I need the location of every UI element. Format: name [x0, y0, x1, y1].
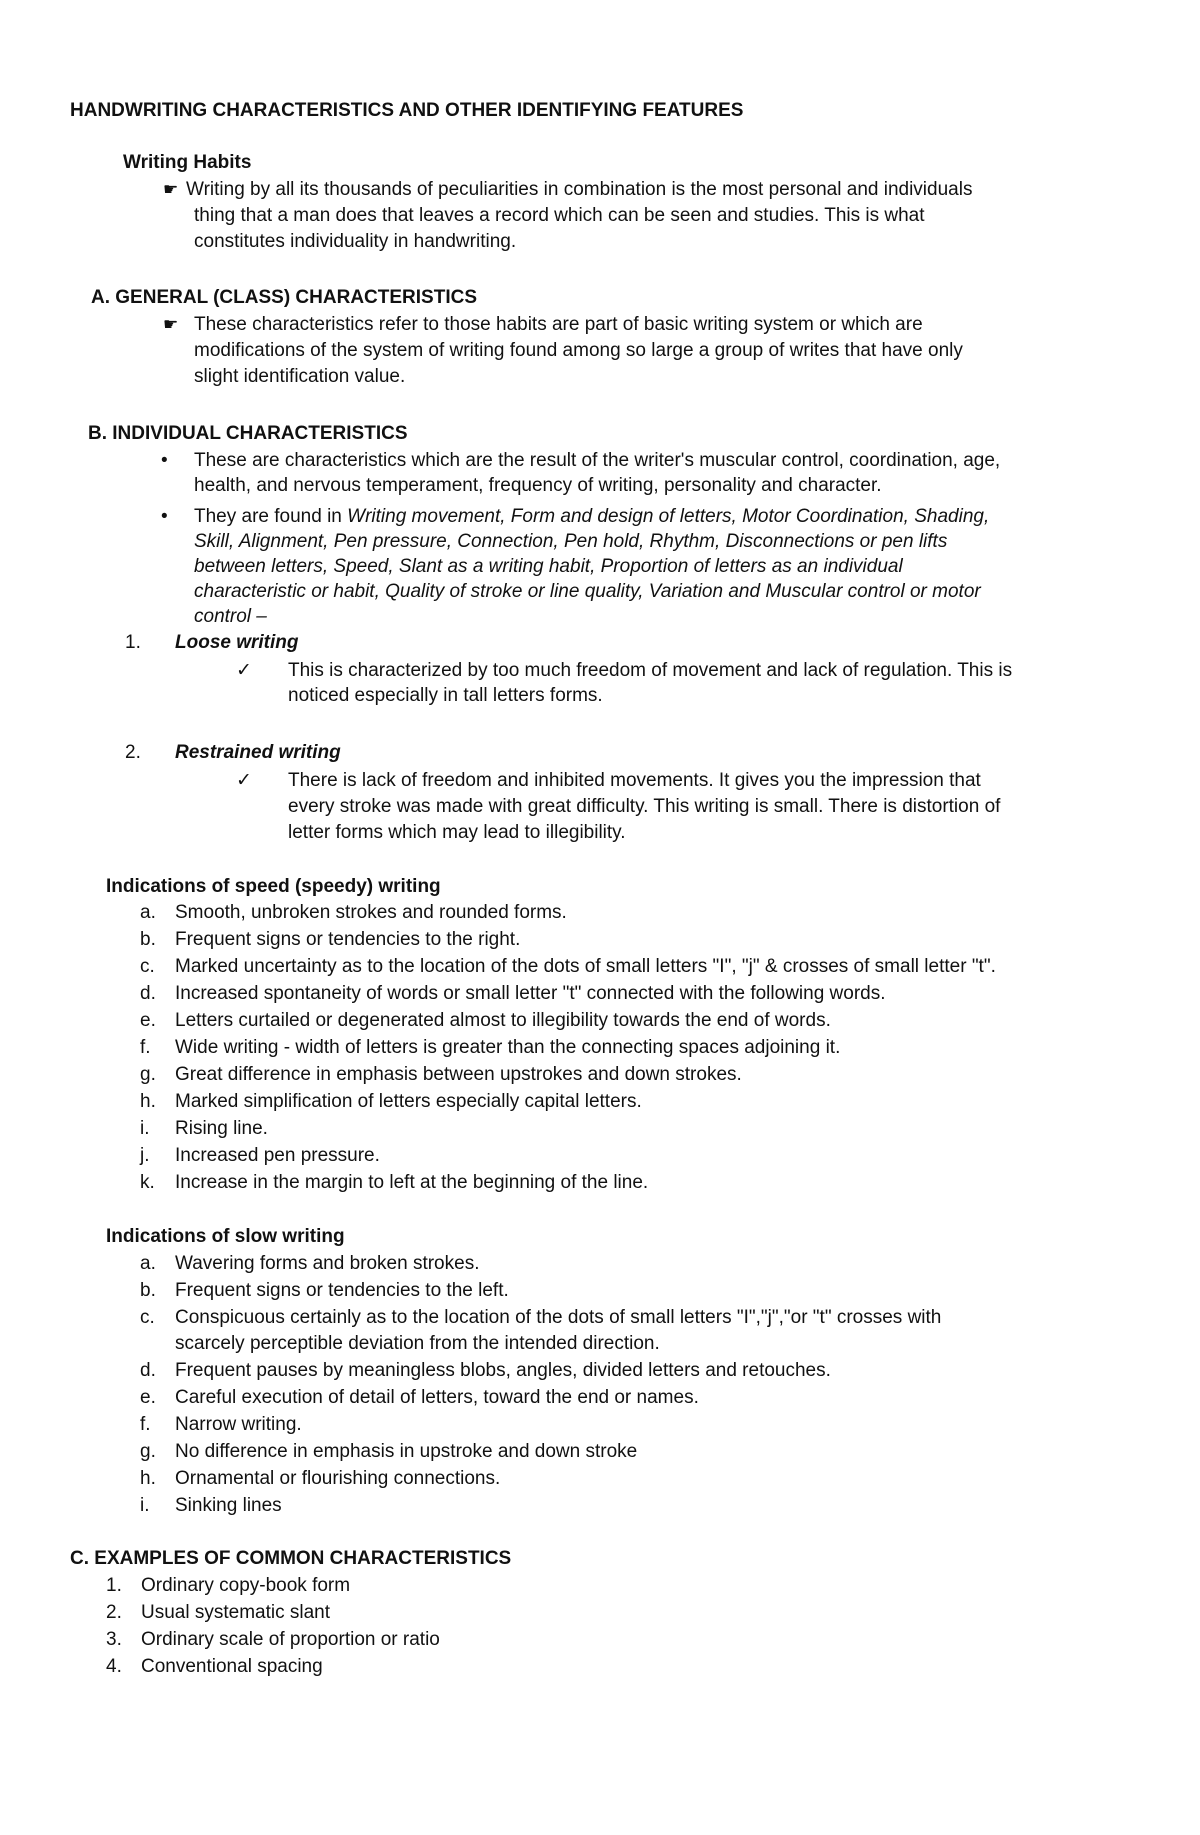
list-letter: c. [140, 1307, 155, 1328]
section-b-bullet2-line: between letters, Speed, Slant as a writing habit, Proportion of letters as an individual [194, 556, 903, 577]
section-b-bullet2-line: Skill, Alignment, Pen pressure, Connection, Pen hold, Rhythm, Disconnections or pen lifts [194, 531, 948, 552]
list-letter: k. [140, 1172, 155, 1193]
list-number: 3. [106, 1629, 122, 1650]
list-item: Ornamental or flourishing connections. [175, 1468, 501, 1489]
list-letter: d. [140, 1360, 156, 1381]
list-number: 1. [106, 1575, 122, 1596]
list-letter: d. [140, 983, 156, 1004]
list-letter: j. [140, 1145, 150, 1166]
list-letter: i. [140, 1495, 150, 1516]
list-number: 4. [106, 1656, 122, 1677]
list-item: Increase in the margin to left at the beginning of the line. [175, 1172, 649, 1193]
item-number: 2. [125, 742, 141, 763]
list-item: Narrow writing. [175, 1414, 302, 1435]
writing-habits-line: thing that a man does that leaves a record which can be seen and studies. This is what [194, 205, 925, 226]
writing-habits-line: Writing by all its thousands of peculiarities in combination is the most personal and individuals [186, 179, 973, 200]
slow-writing-heading: Indications of slow writing [106, 1226, 345, 1247]
list-item: Letters curtailed or degenerated almost to illegibility towards the end of words. [175, 1010, 831, 1031]
document-title: HANDWRITING CHARACTERISTICS AND OTHER IDENTIFYING FEATURES [70, 100, 744, 121]
list-item: Great difference in emphasis between upstrokes and down strokes. [175, 1064, 742, 1085]
list-item: Ordinary copy-book form [141, 1575, 351, 1596]
list-letter: e. [140, 1010, 156, 1031]
list-item: No difference in emphasis in upstroke and down stroke [175, 1441, 638, 1462]
list-item: Smooth, unbroken strokes and rounded forms. [175, 902, 567, 923]
section-b-bullet2-first-line [194, 504, 989, 530]
bullet2-italic-start: Writing movement, Form and design of letters, Motor Coordination, Shading, [347, 506, 990, 527]
list-letter: f. [140, 1037, 151, 1058]
section-b-heading: B. INDIVIDUAL CHARACTERISTICS [88, 423, 408, 444]
list-item: Usual systematic slant [141, 1602, 331, 1623]
speedy-writing-heading: Indications of speed (speedy) writing [106, 876, 441, 897]
section-b-bullet1-line: These are characteristics which are the result of the writer's muscular control, coordination, age, [194, 450, 1001, 471]
checkmark-icon: ✓ [236, 660, 252, 681]
list-item: Careful execution of detail of letters, toward the end or names. [175, 1387, 699, 1408]
bullet-marker: • [161, 450, 168, 471]
list-letter: a. [140, 902, 156, 923]
hand-pointer-icon: ☛ [163, 315, 179, 334]
list-letter: g. [140, 1064, 156, 1085]
list-letter: h. [140, 1091, 156, 1112]
restrained-writing-title: Restrained writing [175, 742, 341, 763]
list-item: Frequent signs or tendencies to the right. [175, 929, 521, 950]
section-b-bullet2-line: characteristic or habit, Quality of stroke or line quality, Variation and Muscular control or motor [194, 581, 981, 602]
bullet-marker: • [161, 506, 168, 527]
bullet2-prefix: They are found in [194, 506, 348, 527]
restrained-writing-line: There is lack of freedom and inhibited movements. It gives you the impression that [288, 770, 981, 791]
list-item: scarcely perceptible deviation from the intended direction. [175, 1333, 660, 1354]
list-item: Sinking lines [175, 1495, 282, 1516]
section-b-bullet1-line: health, and nervous temperament, frequency of writing, personality and character. [194, 475, 882, 496]
list-item: Conspicuous certainly as to the location of the dots of small letters "I","j","or "t" crosses with [175, 1307, 942, 1328]
list-item: Marked simplification of letters especially capital letters. [175, 1091, 642, 1112]
list-item: Wide writing - width of letters is greater than the connecting spaces adjoining it. [175, 1037, 841, 1058]
list-item: Frequent signs or tendencies to the left. [175, 1280, 509, 1301]
list-letter: c. [140, 956, 155, 977]
loose-writing-line: noticed especially in tall letters forms. [288, 685, 603, 706]
list-item: Increased spontaneity of words or small letter "t" connected with the following words. [175, 983, 886, 1004]
list-letter: h. [140, 1468, 156, 1489]
writing-habits-line: constitutes individuality in handwriting. [194, 231, 517, 252]
list-letter: a. [140, 1253, 156, 1274]
list-item: Conventional spacing [141, 1656, 323, 1677]
section-a-line: modifications of the system of writing found among so large a group of writes that have only [194, 340, 963, 361]
section-c-heading: C. EXAMPLES OF COMMON CHARACTERISTICS [70, 1548, 512, 1569]
list-item: Rising line. [175, 1118, 268, 1139]
restrained-writing-line: every stroke was made with great difficulty. This writing is small. There is distortion of [288, 796, 1001, 817]
checkmark-icon: ✓ [236, 770, 252, 791]
section-a-heading: A. GENERAL (CLASS) CHARACTERISTICS [91, 287, 477, 308]
loose-writing-title: Loose writing [175, 632, 299, 653]
restrained-writing-line: letter forms which may lead to illegibility. [288, 822, 626, 843]
writing-habits-heading: Writing Habits [123, 152, 252, 173]
list-item: Frequent pauses by meaningless blobs, angles, divided letters and retouches. [175, 1360, 831, 1381]
section-a-line: slight identification value. [194, 366, 406, 387]
list-number: 2. [106, 1602, 122, 1623]
list-item: Marked uncertainty as to the location of the dots of small letters "I", "j" & crosses of small letter "t". [175, 956, 996, 977]
list-item: Wavering forms and broken strokes. [175, 1253, 480, 1274]
list-letter: b. [140, 1280, 156, 1301]
list-letter: i. [140, 1118, 150, 1139]
list-letter: e. [140, 1387, 156, 1408]
list-letter: b. [140, 929, 156, 950]
section-a-line: These characteristics refer to those habits are part of basic writing system or which are [194, 314, 923, 335]
section-b-bullet2-line: control – [194, 606, 267, 627]
item-number: 1. [125, 632, 141, 653]
list-item: Ordinary scale of proportion or ratio [141, 1629, 440, 1650]
list-letter: f. [140, 1414, 151, 1435]
list-item: Increased pen pressure. [175, 1145, 380, 1166]
hand-pointer-icon: ☛ [163, 180, 179, 199]
list-letter: g. [140, 1441, 156, 1462]
loose-writing-line: This is characterized by too much freedom of movement and lack of regulation. This is [288, 660, 1013, 681]
